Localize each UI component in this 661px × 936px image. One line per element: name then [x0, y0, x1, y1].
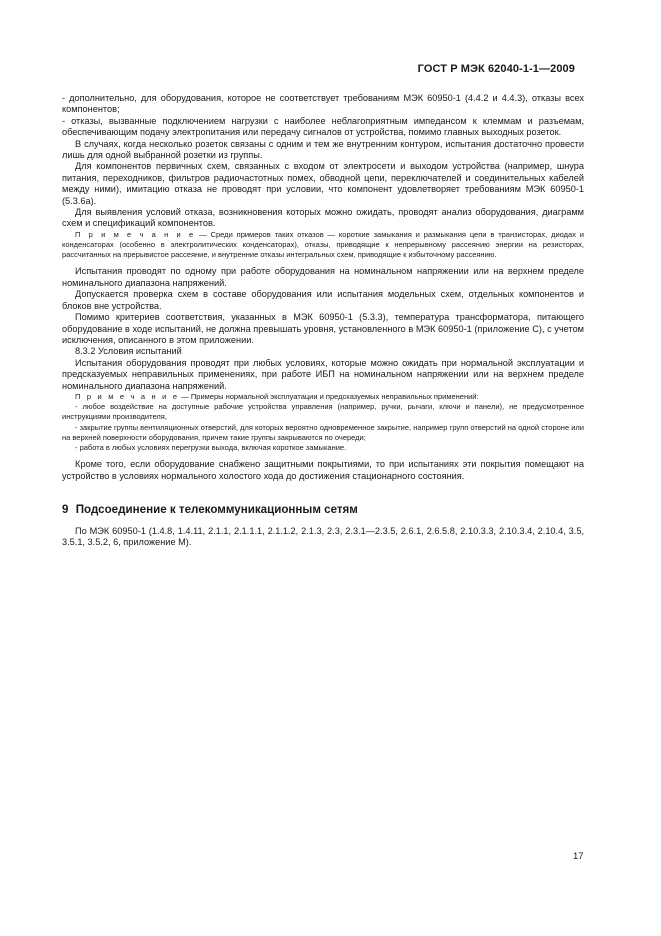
- note-list-item: - любое воздействие на доступные рабочие устройства управления (например, ручки, рычаги, ключи и панели), не предусмотренное инструкциями производителя,: [62, 402, 584, 422]
- page-number: 17: [573, 851, 584, 862]
- section-number: 9: [62, 502, 69, 516]
- paragraph: Испытания оборудования проводят при любых условиях, которые можно ожидать при нормальной эксплуатации и предсказуемых неправильных применениях, при работе ИБП на номинальном напряжении или на верхнем пределе номинального диапазона напряжений.: [62, 357, 584, 391]
- subsection-heading: 8.3.2 Условия испытаний: [75, 346, 182, 357]
- note-list-item: - работа в любых условиях перегрузки выхода, включая короткое замыкание.: [75, 442, 347, 452]
- note-block: [62, 392, 584, 402]
- paragraph: Допускается проверка схем в составе оборудования или испытания модельных схем, отдельных компонентов и блоков вне устройства.: [62, 289, 584, 311]
- paragraph: Для выявления условий отказа, возникновения которых можно ожидать, проводят анализ оборудования, диаграмм схем и спецификаций компонентов.: [62, 207, 584, 229]
- note-block: [62, 230, 584, 261]
- section-heading: [62, 503, 584, 517]
- paragraph: В случаях, когда несколько розеток связаны с одним и тем же внутренним контуром, испытания достаточно провести лишь для одной выбранной розетки из группы.: [62, 138, 584, 161]
- paragraph: Для компонентов первичных схем, связанных с входом от электросети и выходом устройства (например, шнура питания, переходников, фильтров радиочастотных помех, обводной цепи, переключателей и соединительных кабелей между ними), имитацию отказа не проводят при условии, что компонент удовлетворяет требованиям МЭК 60950-1 (5.3.6а).: [62, 161, 584, 206]
- paragraph: Испытания проводят по одному при работе оборудования на номинальном напряжении или на верхнем пределе номинального диапазона напряжений.: [62, 266, 584, 288]
- page-body: [62, 93, 584, 549]
- paragraph: Кроме того, если оборудование снабжено защитными покрытиями, то при испытаниях эти покрытия помещают на устройство в условиях нормального холостого хода до достижения стационарного состояния.: [62, 459, 584, 481]
- note-text: — Среди примеров таких отказов — короткие замыкания и размыкания цепи в транзисторах, диодах и конденсаторах (особенно в электролитических конденсаторах), отказы, приводящие к непрерывному рассеянию энергии на резисторах, рассчитанных на прерывистое рассеяние, и внутренние отказы интегральных схем, приводящие к избыточному рассеянию.: [62, 229, 584, 260]
- paragraph: - дополнительно, для оборудования, которое не соответствует требованиям МЭК 60950-1 (4.4.2 и 4.4.3), отказы всех компонентов;: [62, 93, 584, 115]
- note-label: П р и м е ч а н и е: [75, 391, 180, 401]
- note-label: П р и м е ч а н и е: [75, 229, 196, 239]
- paragraph: Помимо критериев соответствия, указанных в МЭК 60950-1 (5.3.3), температура трансформатора, питающего оборудование в ходе испытаний, не должна превышать уровня, установленного в МЭК 60950-1 (приложение С), с учетом исключения, описанного в этом приложении.: [62, 312, 584, 345]
- note-text: — Примеры нормальной эксплуатации и предсказуемых неправильных применений:: [179, 391, 479, 401]
- section-title: Подсоединение к телекоммуникационным сетям: [75, 502, 358, 516]
- paragraph: - отказы, вызванные подключением нагрузки с наиболее неблагоприятным импедансом к клеммам и разъемам, обеспечивающим подачу электропитания или передачу сигналов от устройства, помимо главных выходных розеток.: [62, 115, 584, 138]
- section-paragraph: По МЭК 60950-1 (1.4.8, 1.4.11, 2.1.1, 2.1.1.1, 2.1.1.2, 2.1.3, 2.3, 2.3.1—2.3.5, 2.6.1, 2.6.5.8, 2.10.3.3, 2.10.3.4, 2.10.4, 3.5, 3.5.1, 3.5.2, 6, приложение М).: [62, 525, 584, 548]
- note-list-item: - закрытие группы вентиляционных отверстий, для которых вероятно одновременное закрытие, например групп отверстий на одной стороне или на верхней поверхности оборудования, причем такие группы закрываются по очереди;: [62, 422, 584, 442]
- document-header: ГОСТ Р МЭК 62040-1-1—2009: [417, 63, 575, 75]
